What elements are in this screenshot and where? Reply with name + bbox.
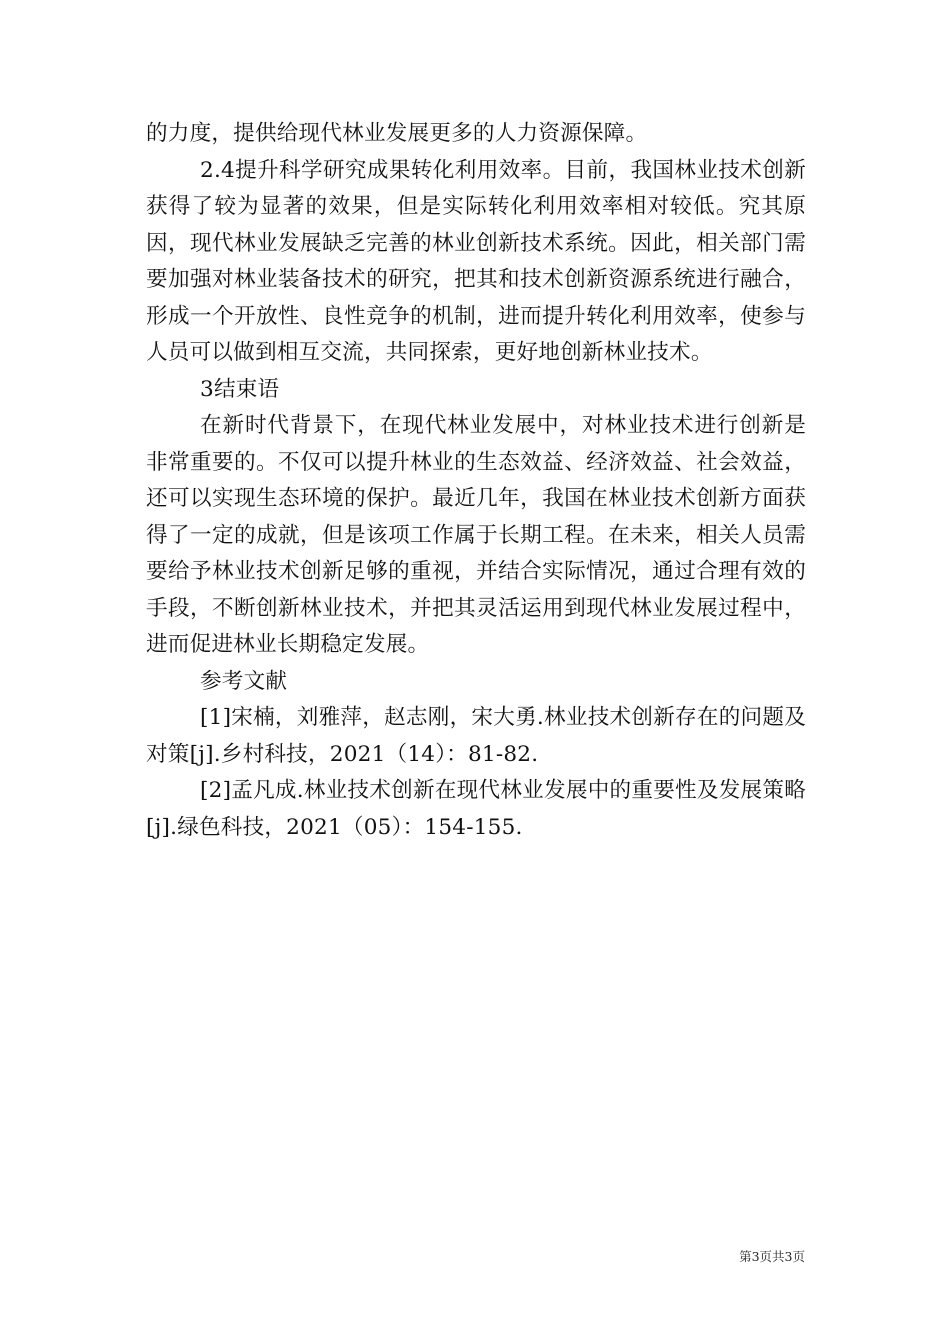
document-body [146, 116, 806, 846]
heading-conclusion: 3结束语 [200, 376, 280, 402]
reference-item-1: [1]宋楠，刘雅萍，赵志刚，宋大勇.林业技术创新存在的问题及对策[j].乡村科技，2021（14）：81-82. [146, 705, 806, 767]
paragraph-continuation: 的力度，提供给现代林业发展更多的人力资源保障。 [146, 121, 648, 146]
paragraph-section-2-4: 2.4提升科学研究成果转化利用效率。目前，我国林业技术创新获得了较为显著的效果，但是实际转化利用效率相对较低。究其原因，现代林业发展缺乏完善的林业创新技术系统。因此，相关部门需要加强对林业装备技术的研究，把其和技术创新资源系统进行融合，形成一个开放性、良性竞争的机制，进而提升转化利用效率，使参与人员可以做到相互交流，共同探索，更好地创新林业技术。 [146, 157, 806, 365]
heading-references: 参考文献 [200, 668, 288, 694]
page-number: 第3页共3页 [739, 1249, 805, 1264]
paragraph-conclusion: 在新时代背景下，在现代林业发展中，对林业技术进行创新是非常重要的。不仅可以提升林业的生态效益、经济效益、社会效益，还可以实现生态环境的保护。最近几年，我国在林业技术创新方面获得了一定的成就，但是该项工作属于长期工程。在未来，相关人员需要给予林业技术创新足够的重视，并结合实际情况，通过合理有效的手段，不断创新林业技术，并把其灵活运用到现代林业发展过程中，进而促进林业长期稳定发展。 [146, 413, 806, 657]
reference-item-2: [2]孟凡成.林业技术创新在现代林业发展中的重要性及发展策略[j].绿色科技，2021（05）：154-155. [146, 778, 806, 840]
